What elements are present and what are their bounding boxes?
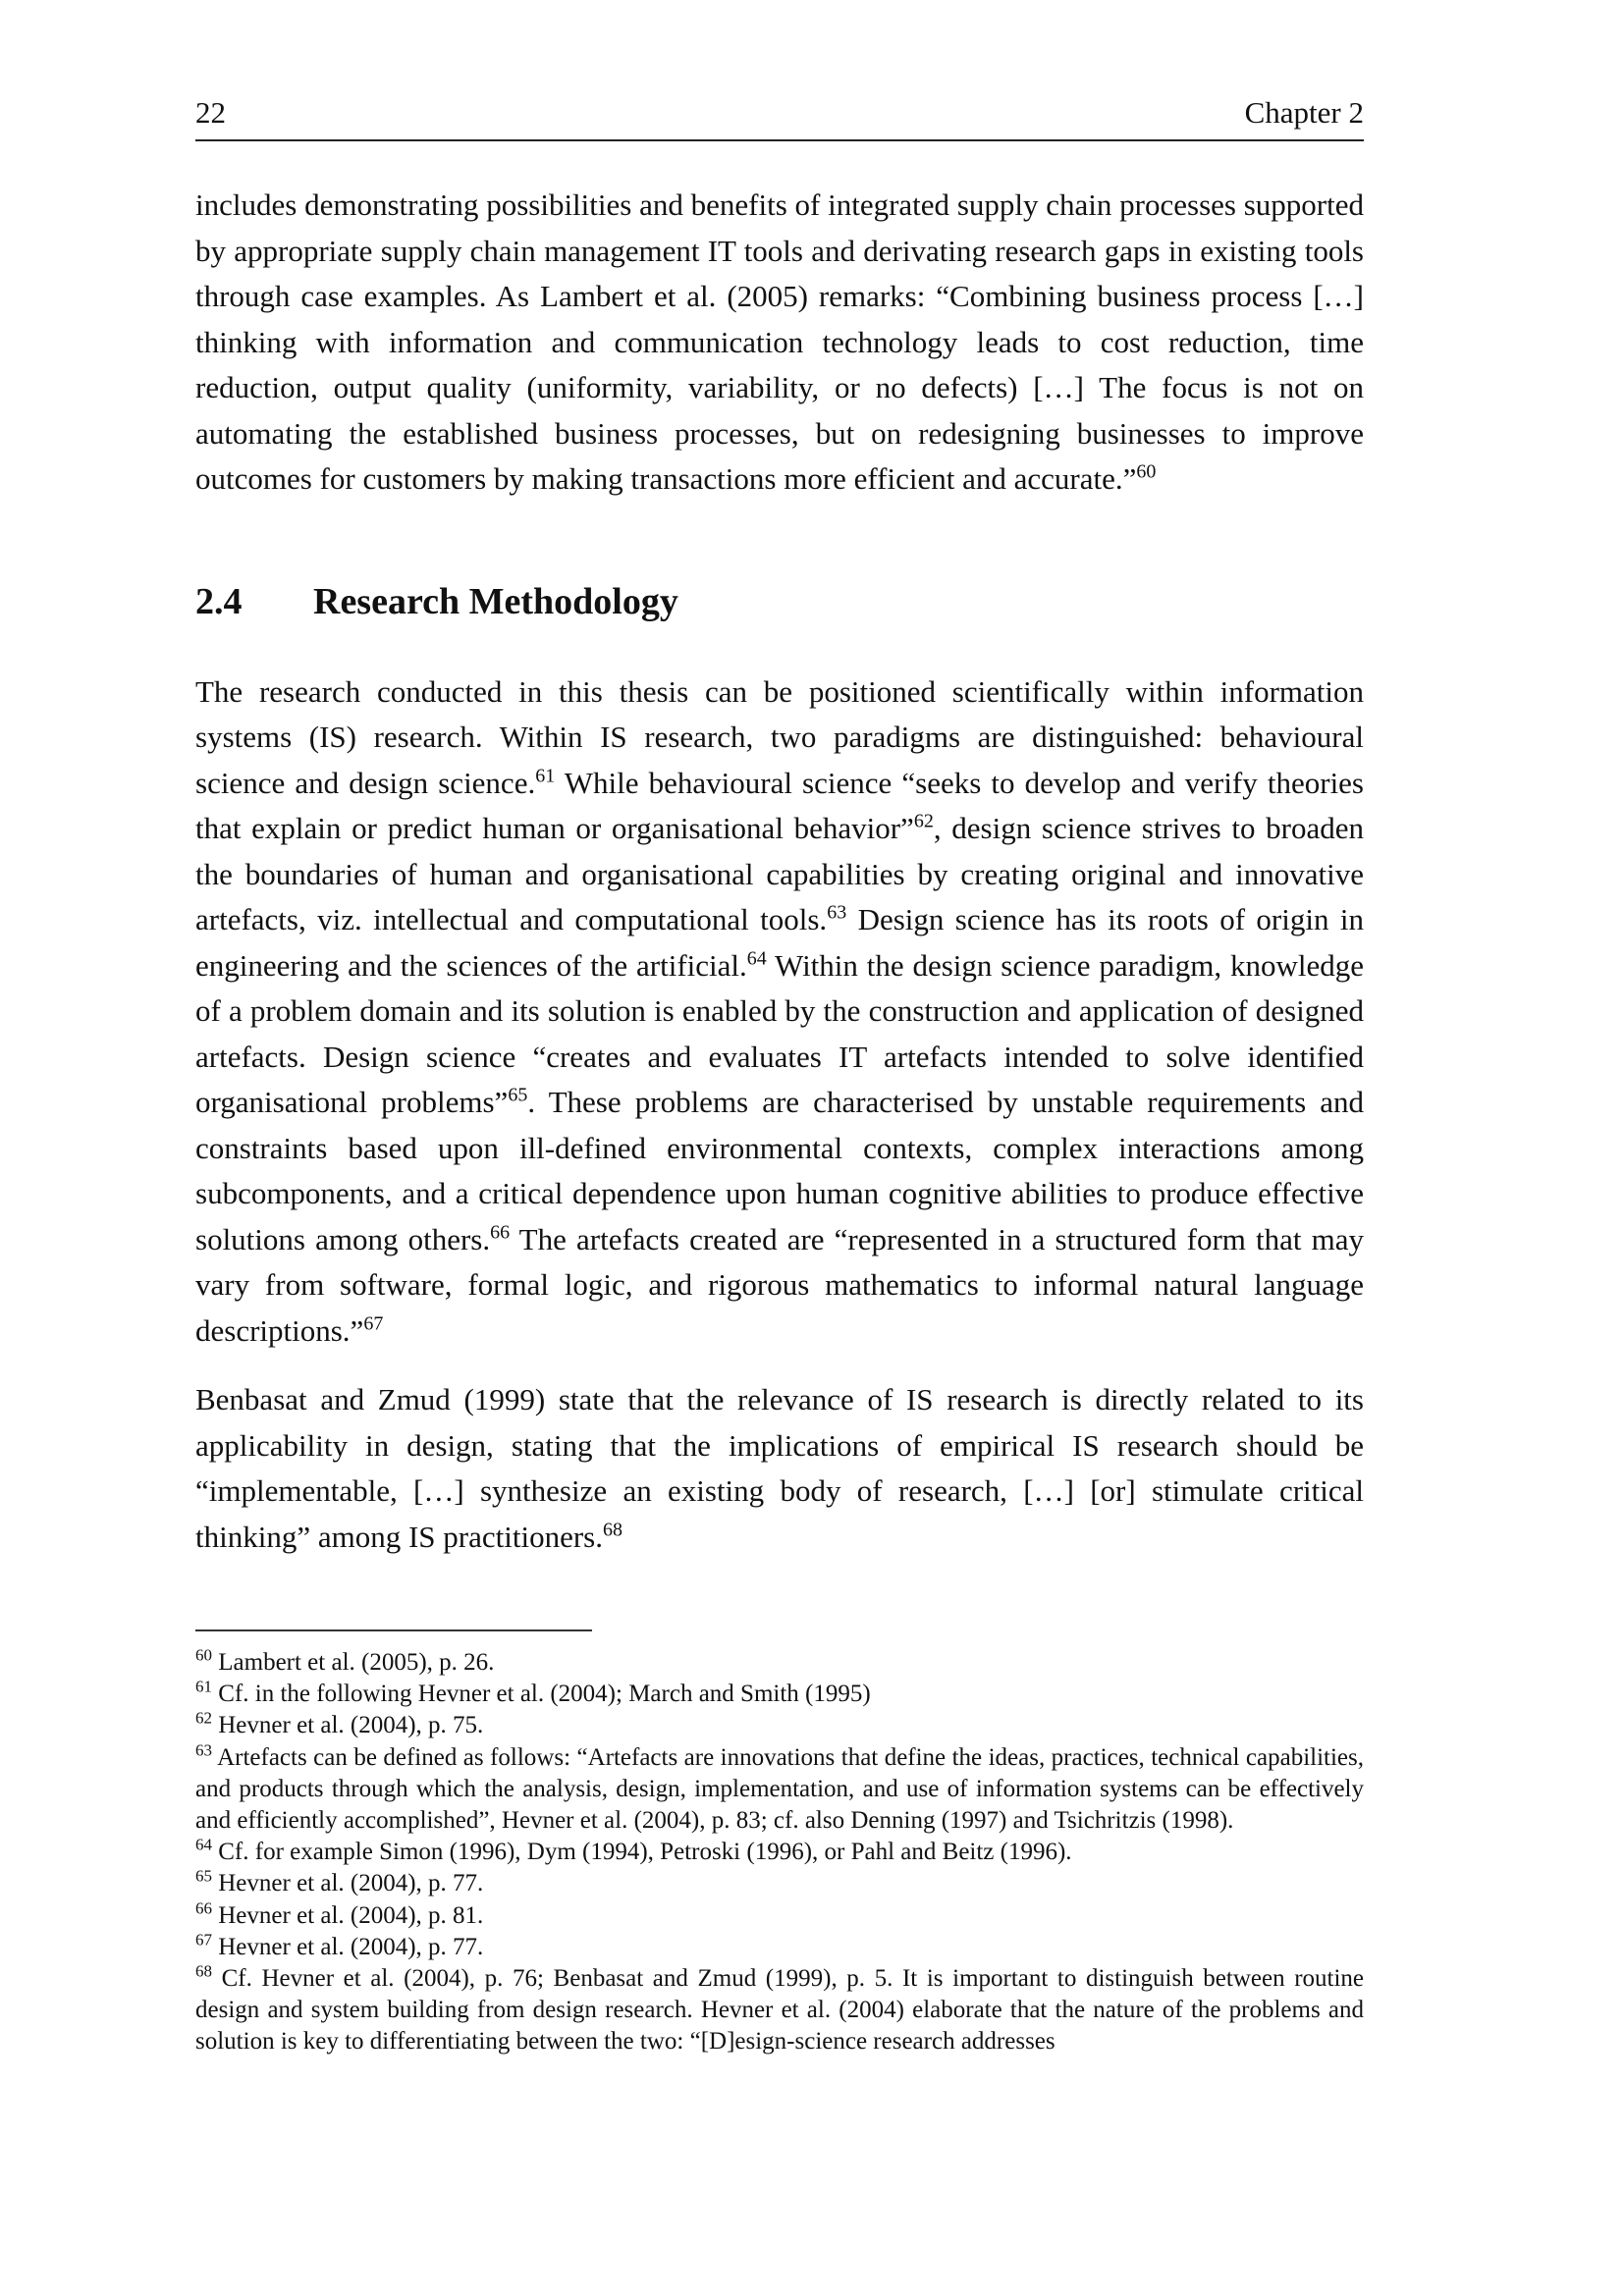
paragraph-text: Within the design science paradigm, knowledge of a problem domain and its solution is enabled by the construction and application of designed artefacts. Design science “creates and evaluates IT artefacts intended to solve identified organisational problems” [195, 947, 1365, 1119]
footnote-text: Hevner et al. (2004), p. 77. [218, 1933, 484, 1960]
footnote-separator [195, 1629, 592, 1631]
footnote-text: Hevner et al. (2004), p. 77. [218, 1870, 484, 1897]
footnote-text: Lambert et al. (2005), p. 26. [218, 1649, 495, 1676]
intro-paragraph-text: includes demonstrating possibilities and benefits of integrated supply chain processes supported by appropriate supply chain management IT tools and derivating research gaps in existing tools through case examples. As Lambert et al. (2005) remarks: “Combining business process […] thinking with information and communication technology leads to cost reduction, time reduction, output quality (uniformity, variability, or no defects) […] The focus is not on automating the established business processes, but on redesigning businesses to improve outcomes for customers by making transactions more efficient and accurate.” [195, 187, 1364, 496]
footnote-number: 61 [195, 1677, 212, 1696]
footnote-item [195, 1710, 1364, 1741]
footnote-item [195, 1679, 1364, 1710]
footnote-item [195, 1647, 1364, 1679]
footnote-item [195, 1963, 1364, 2058]
section-number: 2.4 [195, 580, 243, 622]
paragraph-text: While behavioural science “seeks to develop and verify theories that explain or predict human or organisational behavior” [195, 765, 1364, 845]
paragraph-text: Benbasat and Zmud (1999) state that the relevance of IS research is directly related to its applicability in design, stating that the implications of empirical IS research should be “implementable, […] synthesize an existing body of research, […] [or] stimulate critical thinking” among IS practitioners. [195, 1382, 1364, 1554]
footnote-ref-61[interactable]: 61 [535, 765, 556, 787]
footnote-number: 64 [195, 1835, 212, 1854]
footnote-text: Artefacts can be defined as follows: “Artefacts are innovations that define the ideas, practices, technical capabilities, and products through which the analysis, design, implementation, and use of information systems can be effectively and efficiently accomplished”, Hevner et al. (2004), p. 83; cf. also Denning (1997) and Tsichritzis (1998). [195, 1743, 1364, 1835]
footnote-number: 66 [195, 1898, 212, 1918]
footnote-ref-65[interactable]: 65 [508, 1084, 528, 1106]
intro-paragraph [195, 183, 1364, 503]
footnote-item [195, 1932, 1364, 1963]
methodology-paragraph [195, 669, 1364, 1355]
footnote-text: Hevner et al. (2004), p. 75. [218, 1712, 484, 1739]
footnote-number: 65 [195, 1867, 212, 1887]
footnote-ref-67[interactable]: 67 [363, 1312, 384, 1335]
footnote-item [195, 1900, 1364, 1932]
footnote-ref-60[interactable]: 60 [1136, 460, 1157, 483]
footnote-text: Cf. for example Simon (1996), Dym (1994), Petroski (1996), or Pahl and Beitz (1996). [218, 1839, 1072, 1866]
footnote-ref-64[interactable]: 64 [746, 947, 767, 970]
footnote-number: 68 [195, 1961, 212, 1981]
paragraph-text: . These problems are characterised by unstable requirements and constraints based upon ill-defined environmental contexts, complex interactions among subcomponents, and a critical dependence upon human cognitive abilities to produce effective solutions among others. [195, 1085, 1365, 1256]
section-title: Research Methodology [313, 580, 678, 622]
paragraph-text: Design science has its roots of origin in engineering and the sciences of the artificial. [195, 902, 1364, 983]
footnote-text: Cf. in the following Hevner et al. (2004); March and Smith (1995) [218, 1681, 871, 1708]
paragraph-text: The research conducted in this thesis can be positioned scientifically within information systems (IS) research. Within IS research, two paradigms are distinguished: behavioural science and design science. [195, 673, 1364, 800]
relevance-paragraph [195, 1377, 1364, 1560]
footnote-item [195, 1868, 1364, 1899]
section-heading [195, 579, 1364, 624]
footnote-item [195, 1742, 1364, 1838]
footnotes [195, 1647, 1364, 2058]
page-number: 22 [195, 95, 226, 130]
footnote-number: 62 [195, 1709, 212, 1729]
paragraph-text: The artefacts created are “represented in a structured form that may vary from software, formal logic, and rigorous mathematics to informal natural language descriptions.” [195, 1221, 1364, 1348]
footnote-number: 67 [195, 1930, 212, 1949]
running-header [195, 94, 1364, 141]
footnote-ref-66[interactable]: 66 [490, 1221, 511, 1244]
chapter-label: Chapter 2 [1244, 95, 1364, 130]
footnote-number: 60 [195, 1645, 212, 1665]
footnote-ref-62[interactable]: 62 [913, 810, 934, 832]
paragraph-text: , design science strives to broaden the boundaries of human and organisational capabilities by creating original and innovative artefacts, viz. intellectual and computational tools. [195, 811, 1364, 936]
footnote-ref-68[interactable]: 68 [602, 1519, 623, 1541]
footnote-ref-63[interactable]: 63 [827, 901, 847, 924]
footnote-text: Hevner et al. (2004), p. 81. [218, 1901, 484, 1929]
page [195, 94, 1364, 2058]
footnote-text: Cf. Hevner et al. (2004), p. 76; Benbasat and Zmud (1999), p. 5. It is important to distinguish between routine design and system building from design research. Hevner et al. (2004) elaborate that the nature of the problems and solution is key to differentiating between the two: “[D]esign-science research addresses [195, 1965, 1365, 2056]
footnote-item [195, 1837, 1364, 1868]
footnote-number: 63 [195, 1740, 212, 1760]
